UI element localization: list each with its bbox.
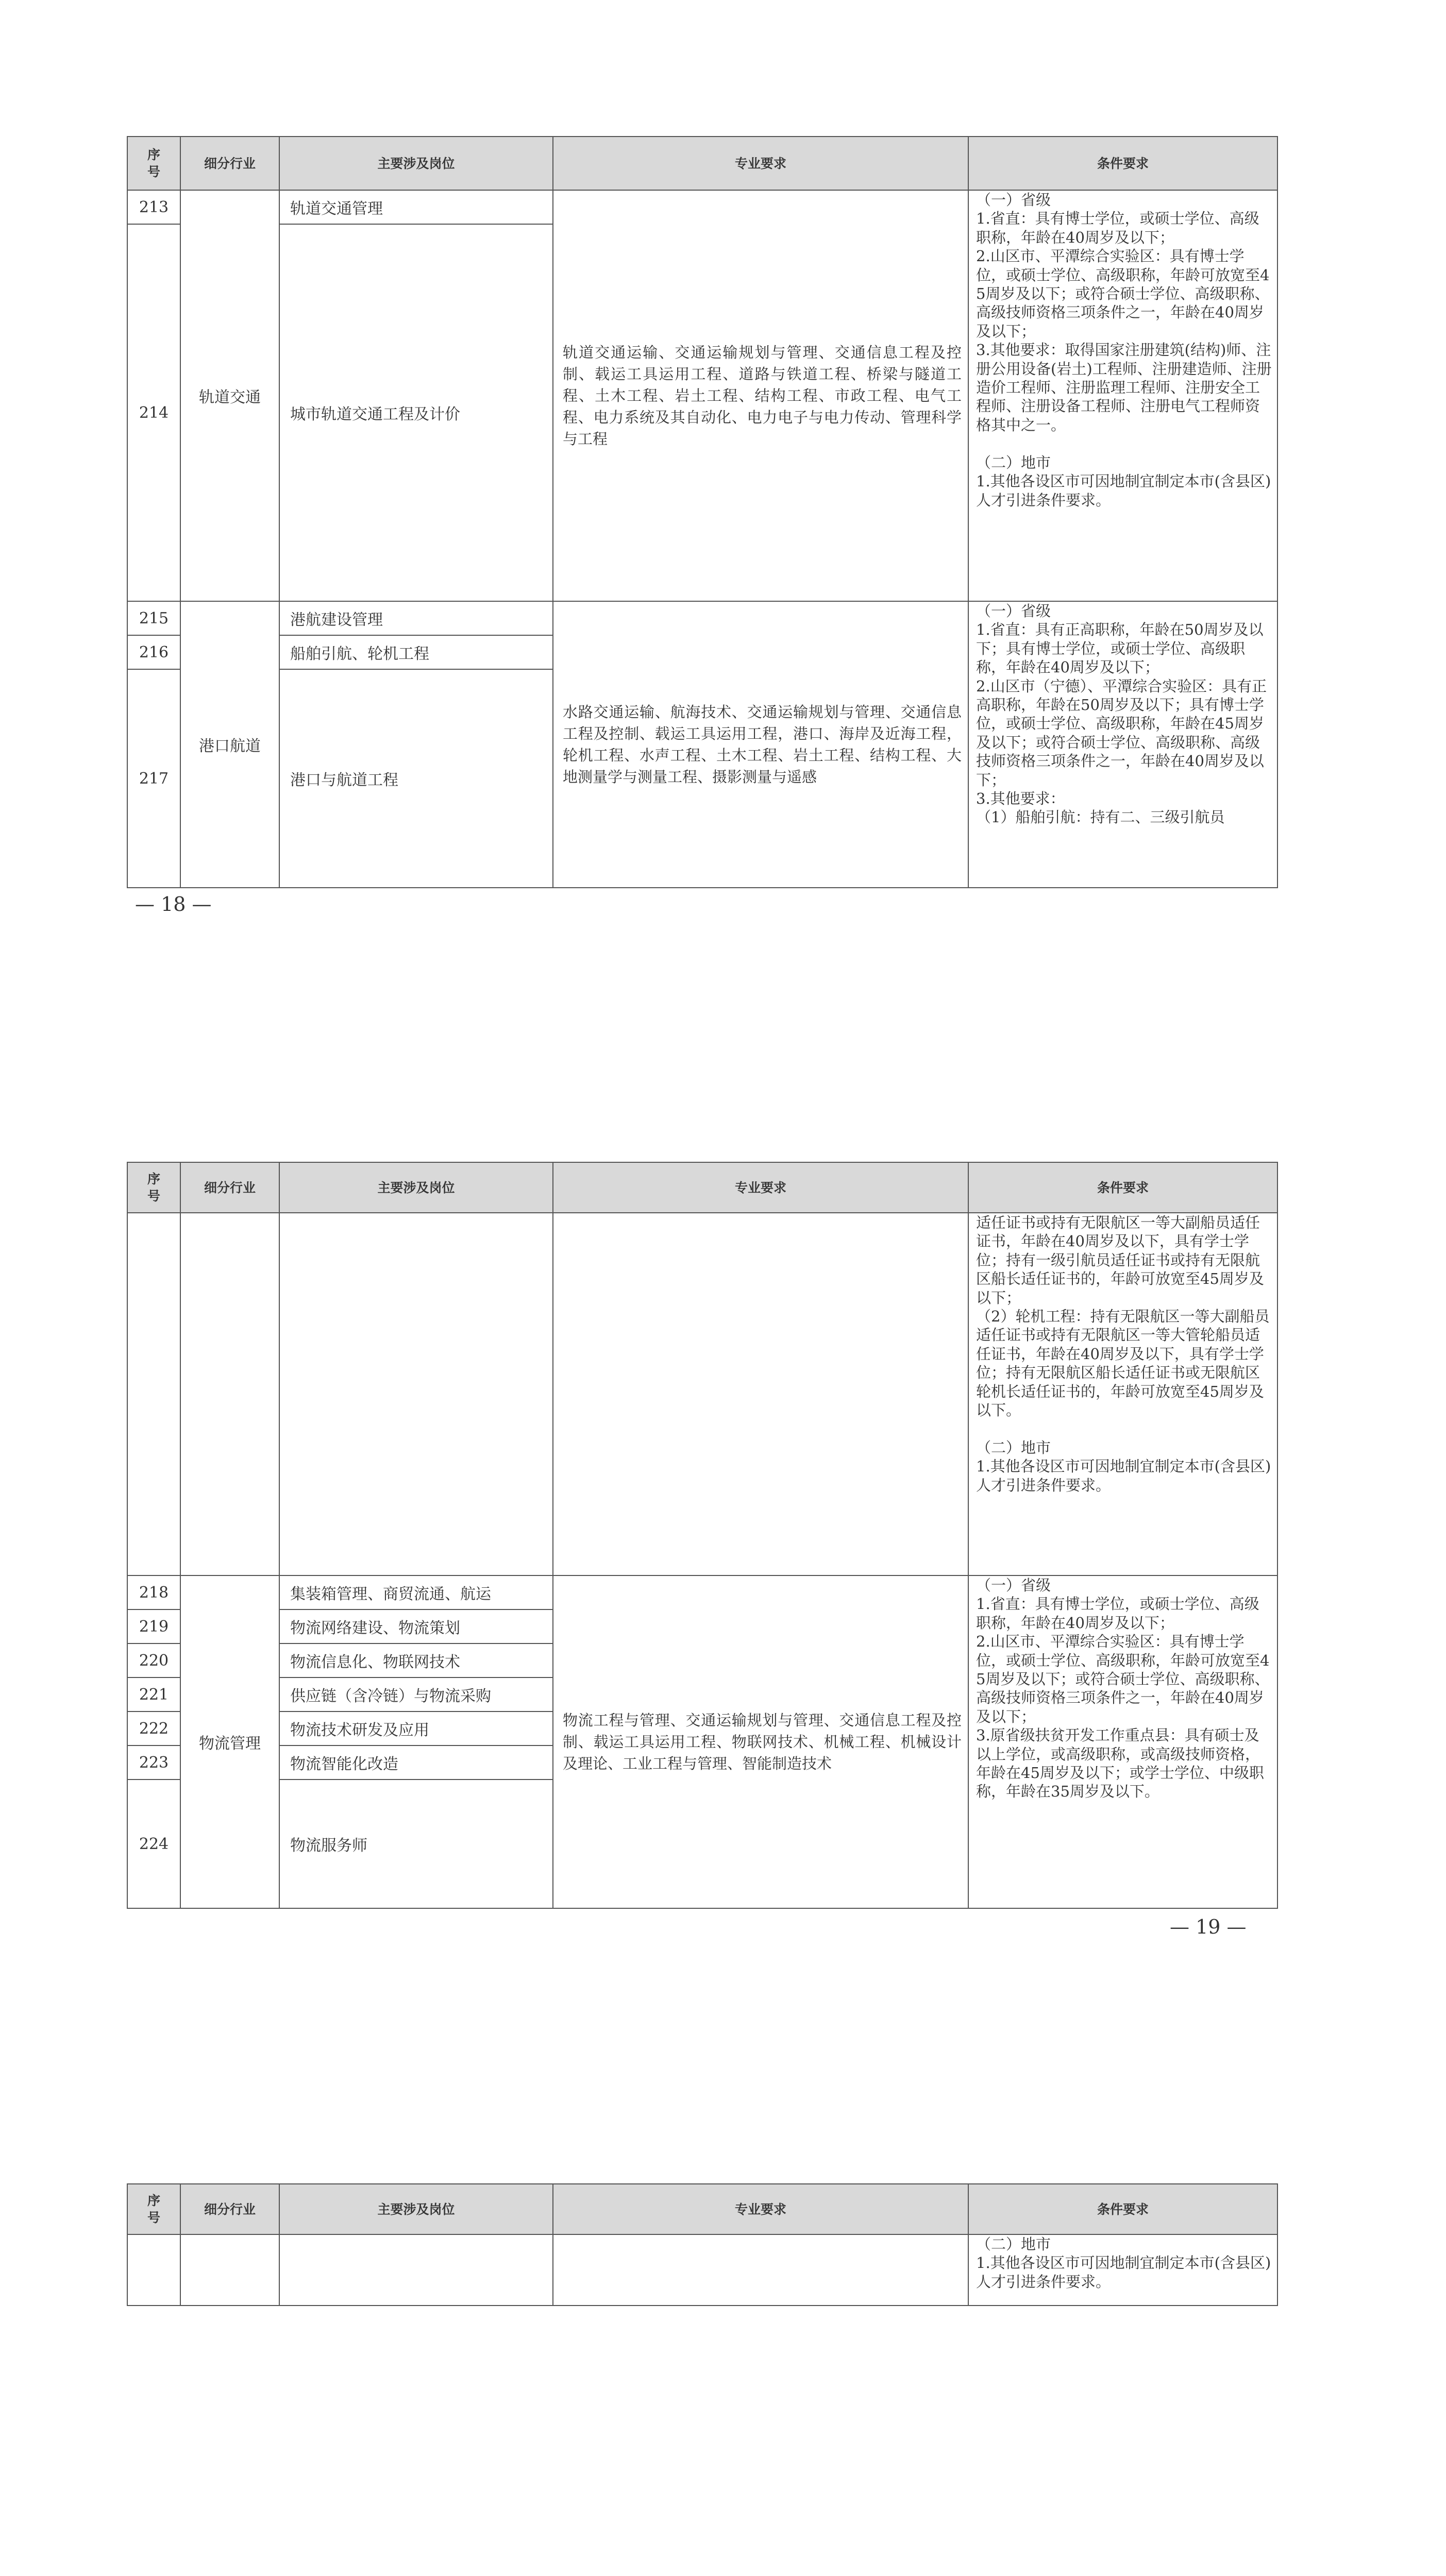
majors-cell: 水路交通运输、航海技术、交通运输规划与管理、交通信息工程及控制、载运工具运用工程，港口、海岸及近海工程，轮机工程、水声工程、土木工程、岩土工程、结构工程、大地测量学与测量工程、摄影测量与遥感 — [553, 601, 968, 888]
industry-cell: 物流管理 — [180, 1575, 279, 1908]
conditions-text: （一）省级 1.省直：具有博士学位，或硕士学位、高级职称，年龄在40周岁及以下； 2.山区市、平潭综合实验区：具有博士学位，或硕士学位、高级职称，年龄可放宽至45周岁及以下；或符合硕士学位、高级职称、高级技师资格三项条件之一，年龄在40周岁及以下； 3.原省级扶贫开发工作重点县：具有硕士及以上学位，或高级职称，或高级技师资格，年龄在45周岁及以下；或学士学位、中级职称，年龄在35周岁及以下。 — [976, 1577, 1270, 1801]
conditions-text: 适任证书或持有无限航区一等大副船员适任证书，年龄在40周岁及以下，具有学士学位；持有一级引航员适任证书或持有无限航区船长适任证书的，年龄可放宽至45周岁及以下； （2）轮机工程：持有无限航区一等大副船员适任证书或持有无限航区一等大管轮船员适任证书，年龄在40周岁及以下，具有学士学位；持有无限航区船长适任证书或无限航区轮机长适任证书的，年龄可放宽至45周岁及以下。 （二）地市 1.其他各设区市可因地制宜制定本市(含县区)人才引进条件要求。 — [976, 1214, 1271, 1494]
position-cell: 物流网络建设、物流策划 — [279, 1609, 553, 1643]
position-cell: 物流智能化改造 — [279, 1745, 553, 1780]
header-majors: 专业要求 — [553, 1162, 968, 1213]
header-conditions: 条件要求 — [968, 2184, 1277, 2234]
empty-cell — [127, 2234, 180, 2306]
industry-cell: 轨道交通 — [180, 190, 279, 601]
row-number: 216 — [127, 635, 180, 669]
empty-cell — [553, 1213, 968, 1575]
conditions-cell — [968, 190, 1277, 601]
header-no: 序 号 — [127, 137, 180, 190]
row-number: 221 — [127, 1677, 180, 1711]
conditions-cell — [968, 1575, 1277, 1908]
conditions-cell — [968, 1213, 1277, 1575]
table-row — [127, 190, 1277, 224]
position-cell: 港航建设管理 — [279, 601, 553, 635]
table-row — [127, 1213, 1277, 1575]
conditions-cell — [968, 2234, 1277, 2306]
header-majors: 专业要求 — [553, 137, 968, 190]
header-positions: 主要涉及岗位 — [279, 137, 553, 190]
majors-cell: 轨道交通运输、交通运输规划与管理、交通信息工程及控制、载运工具运用工程、道路与铁道工程、桥梁与隧道工程、土木工程、岩土工程、结构工程、市政工程、电气工程、电力系统及其自动化、电力电子与电力传动、管理科学与工程 — [553, 190, 968, 601]
position-cell: 集装箱管理、商贸流通、航运 — [279, 1575, 553, 1609]
empty-cell — [180, 1213, 279, 1575]
position-cell: 港口与航道工程 — [279, 669, 553, 888]
empty-cell — [553, 2234, 968, 2306]
row-number: 213 — [127, 190, 180, 224]
row-number: 215 — [127, 601, 180, 635]
industry-cell: 港口航道 — [180, 601, 279, 888]
table-page-19 — [127, 1162, 1278, 1909]
conditions-text: （一）省级 1.省直：具有正高职称，年龄在50周岁及以下；具有博士学位，或硕士学位、高级职称，年龄在40周岁及以下； 2.山区市（宁德）、平潭综合实验区：具有正高职称，年龄在50周岁及以下；具有博士学位，或硕士学位、高级职称，年龄在45周岁及以下；或符合硕士学位、高级职称、高级技师资格三项条件之一，年龄在40周岁及以下； 3.其他要求： （1）船舶引航：持有二、三级引航员 — [976, 602, 1267, 826]
position-cell: 物流信息化、物联网技术 — [279, 1643, 553, 1677]
table-header-row — [127, 137, 1277, 190]
position-cell: 物流服务师 — [279, 1780, 553, 1908]
row-number: 217 — [127, 669, 180, 888]
position-cell: 船舶引航、轮机工程 — [279, 635, 553, 669]
row-number: 220 — [127, 1643, 180, 1677]
table-row — [127, 1575, 1277, 1609]
page-number: — 18 — — [135, 893, 212, 916]
row-number: 214 — [127, 224, 180, 601]
row-number: 222 — [127, 1711, 180, 1745]
header-industry: 细分行业 — [180, 2184, 279, 2234]
conditions-cell — [968, 601, 1277, 888]
row-number: 219 — [127, 1609, 180, 1643]
position-cell: 城市轨道交通工程及计价 — [279, 224, 553, 601]
header-majors: 专业要求 — [553, 2184, 968, 2234]
header-industry: 细分行业 — [180, 137, 279, 190]
row-number: 223 — [127, 1745, 180, 1780]
empty-cell — [279, 1213, 553, 1575]
table-page-20 — [127, 2183, 1278, 2306]
header-industry: 细分行业 — [180, 1162, 279, 1213]
empty-cell — [180, 2234, 279, 2306]
header-positions: 主要涉及岗位 — [279, 2184, 553, 2234]
header-positions: 主要涉及岗位 — [279, 1162, 553, 1213]
conditions-text: （一）省级 1.省直：具有博士学位，或硕士学位、高级职称，年龄在40周岁及以下； 2.山区市、平潭综合实验区：具有博士学位，或硕士学位、高级职称，年龄可放宽至45周岁及以下；或符合硕士学位、高级职称、高级技师资格三项条件之一，年龄在40周岁及以下； 3.其他要求：取得国家注册建筑(结构)师、注册公用设备(岩土)工程师、注册建造师、注册造价工程师、注册监理工程师、注册安全工程师、注册设备工程师、注册电气工程师资格其中之一。 （二）地市 1.其他各设区市可因地制宜制定本市(含县区)人才引进条件要求。 — [976, 191, 1272, 509]
page-number: — 19 — — [1170, 1916, 1247, 1938]
position-cell: 物流技术研发及应用 — [279, 1711, 553, 1745]
majors-cell: 物流工程与管理、交通运输规划与管理、交通信息工程及控制、载运工具运用工程、物联网技术、机械工程、机械设计及理论、工业工程与管理、智能制造技术 — [553, 1575, 968, 1908]
header-no: 序 号 — [127, 2184, 180, 2234]
header-conditions: 条件要求 — [968, 1162, 1277, 1213]
header-conditions: 条件要求 — [968, 137, 1277, 190]
table-header-row — [127, 1162, 1277, 1213]
table-header-row — [127, 2184, 1277, 2234]
empty-cell — [279, 2234, 553, 2306]
table-row — [127, 601, 1277, 635]
conditions-text: （二）地市 1.其他各设区市可因地制宜制定本市(含县区)人才引进条件要求。 — [976, 2235, 1271, 2291]
header-no: 序 号 — [127, 1162, 180, 1213]
row-number: 218 — [127, 1575, 180, 1609]
position-cell: 供应链（含冷链）与物流采购 — [279, 1677, 553, 1711]
empty-cell — [127, 1213, 180, 1575]
table-page-18 — [127, 136, 1278, 888]
table-row — [127, 2234, 1277, 2306]
position-cell: 轨道交通管理 — [279, 190, 553, 224]
row-number: 224 — [127, 1780, 180, 1908]
